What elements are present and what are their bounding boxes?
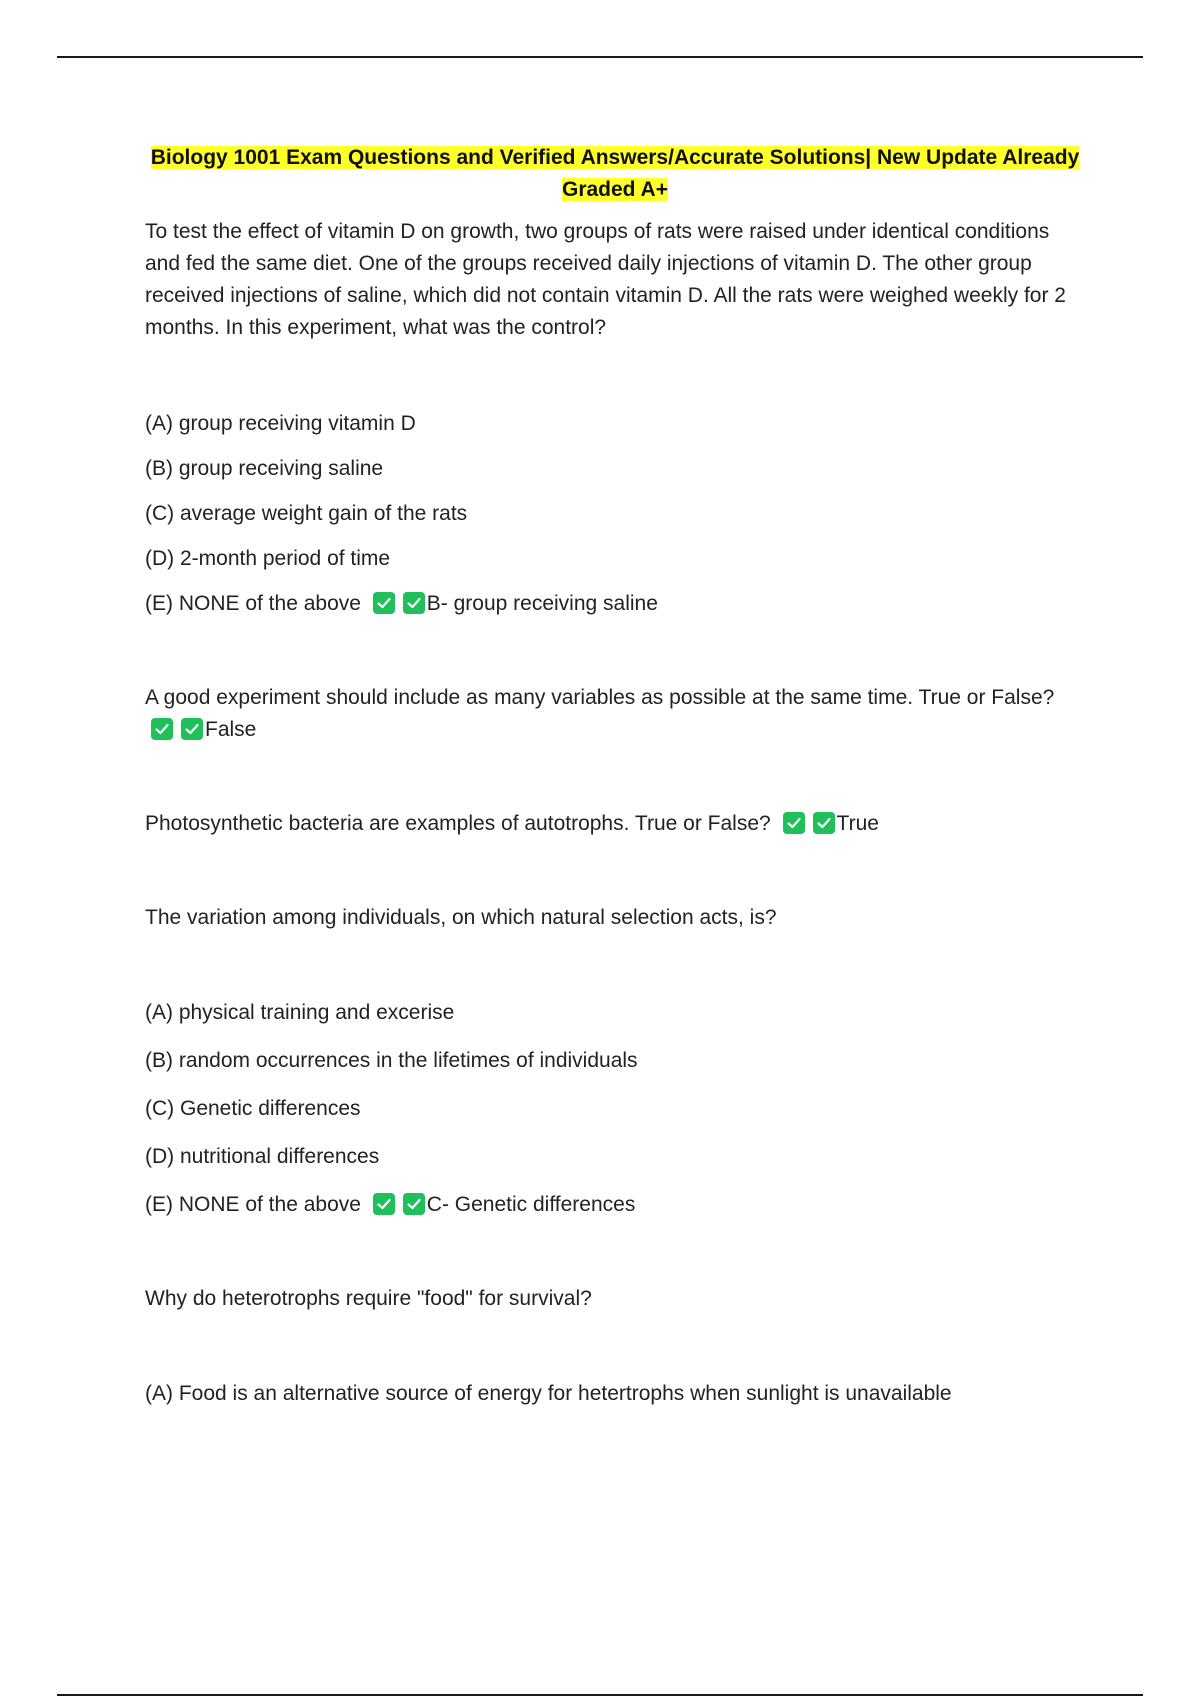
check-mark-icon [373, 1193, 395, 1215]
question-1-options [145, 408, 1085, 620]
question-3-text: Photosynthetic bacteria are examples of autotrophs. True or False? [145, 812, 771, 835]
check-mark-icon [813, 812, 835, 834]
question-5: Why do heterotrophs require "food" for survival? [145, 1287, 592, 1310]
check-mark-icon [373, 592, 395, 614]
option-e-with-answer [145, 1189, 1085, 1221]
document-body [145, 142, 1085, 1410]
answer-text: B- group receiving saline [426, 592, 658, 615]
page-title: Biology 1001 Exam Questions and Verified Answers/Accurate Solutions| New Update Already Graded A+ [150, 146, 1080, 201]
header-rule [57, 56, 1143, 58]
option-e: (E) NONE of the above [145, 592, 361, 615]
option-a: (A) physical training and excerise [145, 1001, 455, 1024]
option-a: (A) group receiving vitamin D [145, 412, 416, 435]
answer-text: False [205, 718, 257, 741]
option-c: (C) average weight gain of the rats [145, 502, 468, 525]
option-a: (A) Food is an alternative source of energy for hetertrophs when sunlight is unavailable [145, 1382, 952, 1405]
question-4-options [145, 997, 1085, 1221]
option-e: (E) NONE of the above [145, 1193, 361, 1216]
option-d: (D) 2-month period of time [145, 547, 391, 570]
check-mark-icon [783, 812, 805, 834]
answer-text: C- Genetic differences [426, 1193, 636, 1216]
option-b: (B) random occurrences in the lifetimes of individuals [145, 1049, 638, 1072]
check-mark-icon [403, 592, 425, 614]
question-3 [145, 808, 1085, 840]
check-mark-icon [403, 1193, 425, 1215]
option-d: (D) nutritional differences [145, 1145, 380, 1168]
check-mark-icon [151, 718, 173, 740]
question-4: The variation among individuals, on which natural selection acts, is? [145, 906, 777, 929]
option-e-with-answer [145, 588, 1085, 620]
footer-rule [57, 1694, 1143, 1696]
question-2-text: A good experiment should include as many variables as possible at the same time. True or False? [145, 686, 1055, 709]
question-2 [145, 682, 1085, 746]
answer-text: True [836, 812, 879, 835]
option-b: (B) group receiving saline [145, 457, 384, 480]
question-1: To test the effect of vitamin D on growth, two groups of rats were raised under identical conditions and fed the same diet. One of the groups received daily injections of vitamin D. The other group received injections of saline, which did not contain vitamin D. All the rats were weighed weekly for 2 months. In this experiment, what was the control? [145, 220, 1066, 339]
option-c: (C) Genetic differences [145, 1097, 361, 1120]
check-mark-icon [181, 718, 203, 740]
